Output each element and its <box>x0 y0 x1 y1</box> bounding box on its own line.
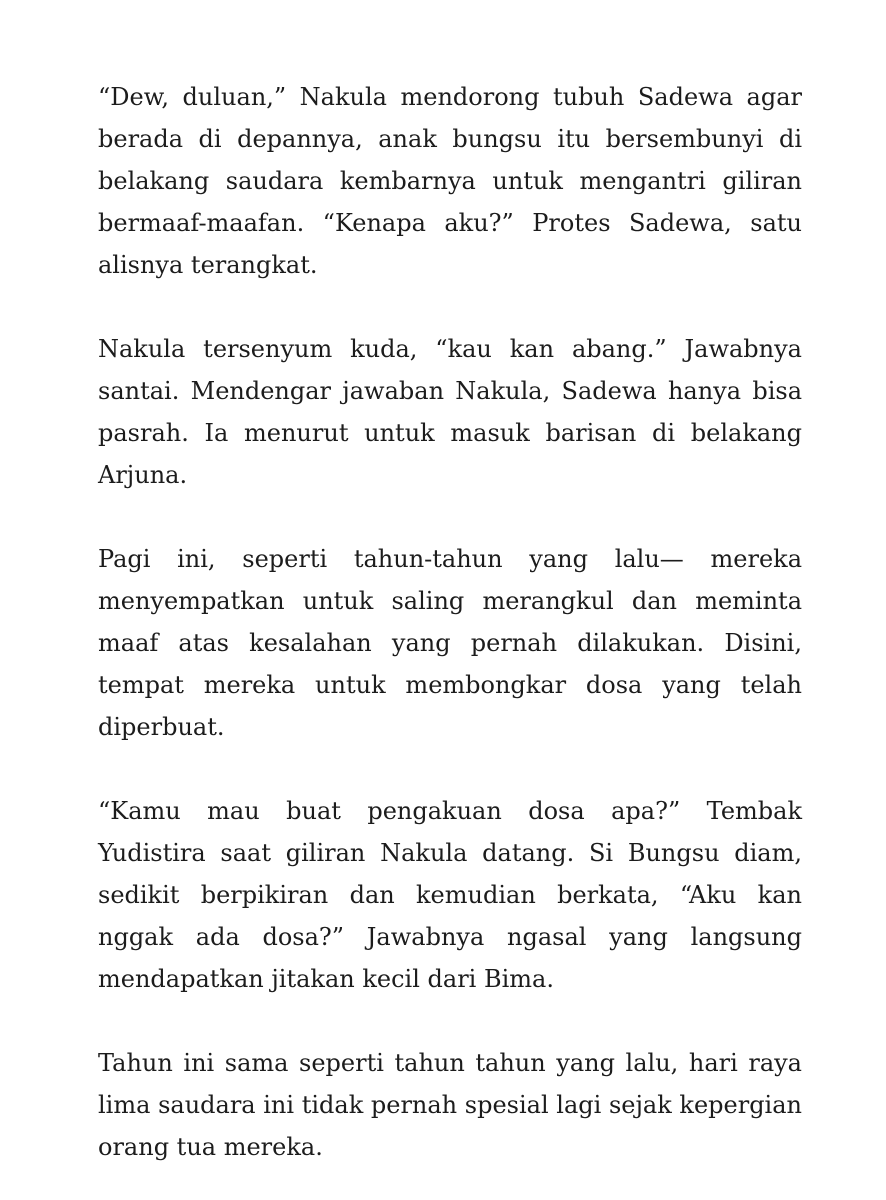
paragraph-4: “Kamu mau buat pengakuan dosa apa?” Tembak Yudistira saat giliran Nakula datang. Si Bungsu diam, sedikit berpikiran dan kemudian berkata, “Aku kan nggak ada dosa?” Jawabnya ngasal yang langsung mendapatkan jitakan kecil dari Bima. <box>98 797 802 993</box>
paragraph-5: Tahun ini sama seperti tahun tahun yang lalu, hari raya lima saudara ini tidak pernah spesial lagi sejak kepergian orang tua mereka. <box>98 1049 802 1161</box>
paragraph-2: Nakula tersenyum kuda, “kau kan abang.” Jawabnya santai. Mendengar jawaban Nakula, Sadewa hanya bisa pasrah. Ia menurut untuk masuk barisan di belakang Arjuna. <box>98 335 802 489</box>
paragraph-1: “Dew, duluan,” Nakula mendorong tubuh Sadewa agar berada di depannya, anak bungsu itu bersembunyi di belakang saudara kembarnya untuk mengantri giliran bermaaf-maafan. “Kenapa aku?” Protes Sadewa, satu alisnya terangkat. <box>98 83 802 279</box>
paragraph-3: Pagi ini, seperti tahun-tahun yang lalu— mereka menyempatkan untuk saling merangkul dan meminta maaf atas kesalahan yang pernah dilakukan. Disini, tempat mereka untuk membongkar dosa yang telah diperbuat. <box>98 545 802 741</box>
story-body <box>98 76 802 1168</box>
